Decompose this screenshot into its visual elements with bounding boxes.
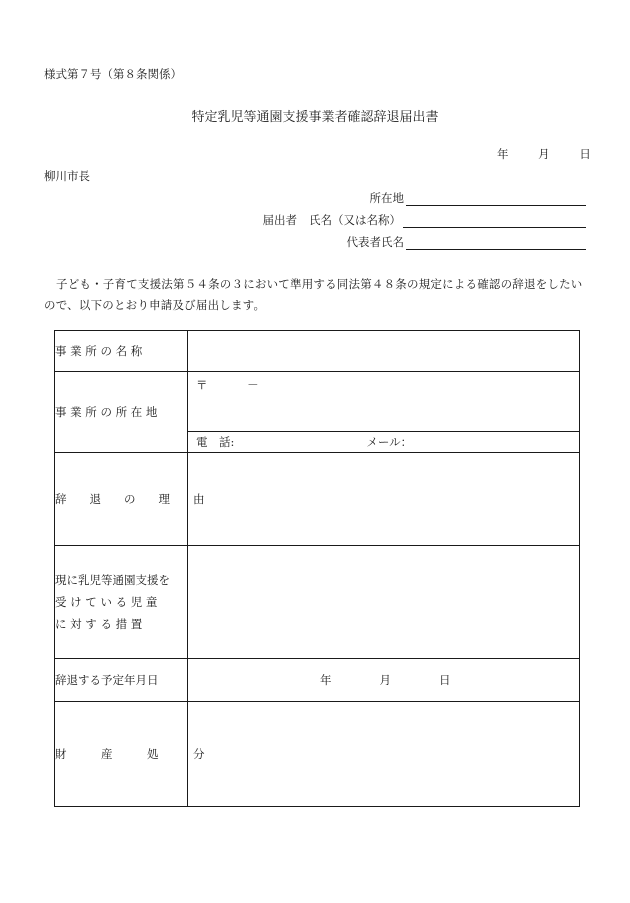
table-row <box>55 331 580 372</box>
phone-label: 電 話: <box>196 435 235 449</box>
measures-label-line: に 対 す る 措 置 <box>55 617 143 631</box>
date-year-label: 年 <box>497 147 509 161</box>
postal-address-field[interactable] <box>188 372 580 432</box>
reason-label: 辞 退 の 理 由 <box>55 453 188 546</box>
withdrawal-date-label: 辞退する予定年月日 <box>55 659 188 702</box>
measures-field[interactable] <box>188 546 580 659</box>
property-field[interactable] <box>188 702 580 807</box>
body-text: 子ども・子育て支援法第５４条の３において準用する同法第４８条の規定による確認の辞退をしたいので、以下のとおり申請及び届出します。 <box>44 277 583 312</box>
signature-address-row <box>370 190 587 206</box>
measures-label-line: 受 け て い る 児 童 <box>55 595 158 609</box>
name-label: 氏名（又は名称） <box>309 213 401 227</box>
postal-dash: － <box>247 378 259 392</box>
withdrawal-day-label: 日 <box>439 673 451 687</box>
document-title: 特定乳児等通園支援事業者確認辞退届出書 <box>191 110 439 125</box>
reason-field[interactable] <box>188 453 580 546</box>
submission-date <box>497 146 591 162</box>
application-table <box>54 330 580 807</box>
address-label: 所在地 <box>369 191 404 205</box>
table-row <box>55 659 580 702</box>
representative-field[interactable] <box>406 235 586 250</box>
form-number: 様式第７号（第８条関係） <box>44 67 182 81</box>
table-row <box>55 702 580 807</box>
address-field[interactable] <box>406 191 586 206</box>
mail-label: メール： <box>366 435 413 449</box>
measures-label <box>55 546 188 659</box>
table-row <box>55 546 580 659</box>
representative-label: 代表者氏名 <box>346 235 404 249</box>
date-day-label: 日 <box>579 147 591 161</box>
date-month-label: 月 <box>538 147 550 161</box>
addressee: 柳川市長 <box>44 169 90 183</box>
table-row <box>55 453 580 546</box>
contact-field[interactable] <box>188 432 580 453</box>
signature-representative-row <box>347 234 587 250</box>
applicant-label: 届出者 <box>262 213 297 227</box>
signature-name-row <box>263 212 587 228</box>
property-label: 財 産 処 分 <box>55 702 188 807</box>
withdrawal-date-field[interactable] <box>188 659 580 702</box>
withdrawal-month-label: 月 <box>379 673 391 687</box>
name-field[interactable] <box>403 213 586 228</box>
facility-address-label: 事 業 所 の 所 在 地 <box>55 372 188 453</box>
withdrawal-year-label: 年 <box>320 673 332 687</box>
postal-mark: 〒 <box>196 378 208 392</box>
measures-label-line: 現に乳児等通園支援を <box>55 573 170 587</box>
facility-name-label: 事 業 所 の 名 称 <box>55 331 188 372</box>
facility-name-field[interactable] <box>188 331 580 372</box>
table-row <box>55 372 580 432</box>
